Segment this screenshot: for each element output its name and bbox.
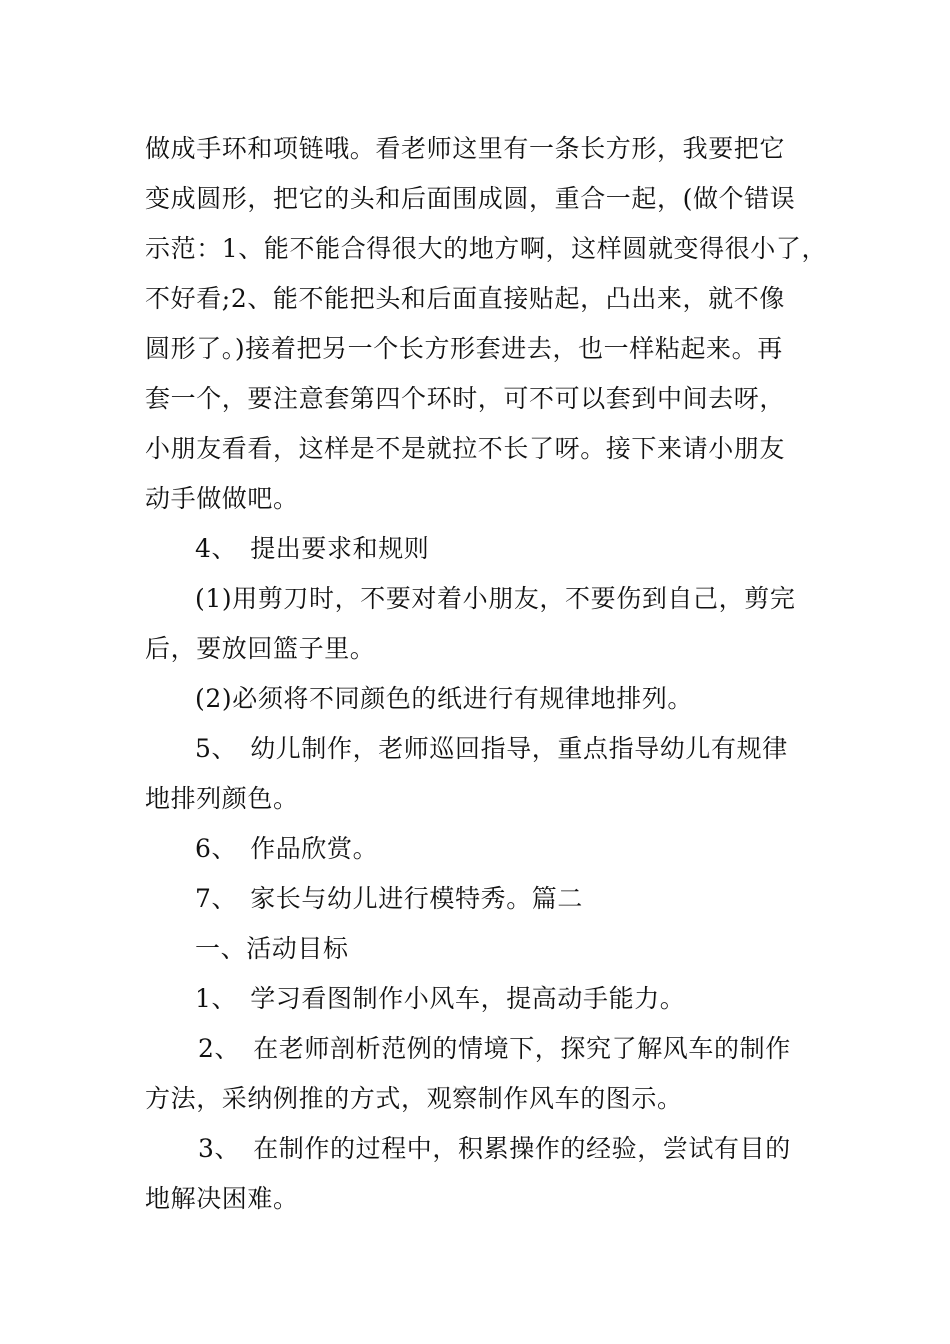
rule-item-2: (2)必须将不同颜色的纸进行有规律地排列。 bbox=[195, 684, 694, 713]
text-line: 圆形了。)接着把另一个长方形套进去，也一样粘起来。再 bbox=[145, 334, 783, 363]
rule-item-1: (1)用剪刀时，不要对着小朋友，不要伤到自己，剪完 bbox=[195, 584, 796, 613]
text-line: 示范：1、能不能合得很大的地方啊，这样圆就变得很小了， bbox=[145, 234, 828, 263]
section-heading-5: 5、 幼儿制作，老师巡回指导，重点指导幼儿有规律 bbox=[195, 734, 788, 763]
text-line: 动手做做吧。 bbox=[145, 484, 299, 513]
text-line: 变成圆形，把它的头和后面围成圆，重合一起，(做个错误 bbox=[145, 184, 796, 213]
goal-item-2: 2、 在老师剖析范例的情境下，探究了解风车的制作 bbox=[198, 1034, 791, 1063]
text-line: 地排列颜色。 bbox=[145, 784, 299, 813]
text-line: 套一个，要注意套第四个环时，可不可以套到中间去呀， bbox=[145, 384, 786, 413]
goal-item-1: 1、 学习看图制作小风车，提高动手能力。 bbox=[195, 984, 686, 1013]
text-line: 做成手环和项链哦。看老师这里有一条长方形，我要把它 bbox=[145, 134, 786, 163]
goal-item-3: 3、 在制作的过程中，积累操作的经验，尝试有目的 bbox=[198, 1134, 791, 1163]
text-line: 小朋友看看，这样是不是就拉不长了呀。接下来请小朋友 bbox=[145, 434, 786, 463]
section-heading-4: 4、 提出要求和规则 bbox=[195, 534, 430, 563]
text-line: 后，要放回篮子里。 bbox=[145, 634, 376, 663]
text-line: 不好看;2、能不能把头和后面直接贴起，凸出来，就不像 bbox=[145, 284, 785, 313]
part-heading: 一、活动目标 bbox=[195, 934, 349, 963]
section-heading-7: 7、 家长与幼儿进行模特秀。篇二 bbox=[195, 884, 584, 913]
section-heading-6: 6、 作品欣赏。 bbox=[195, 834, 379, 863]
text-line: 方法，采纳例推的方式，观察制作风车的图示。 bbox=[145, 1084, 683, 1113]
text-line: 地解决困难。 bbox=[145, 1184, 299, 1213]
